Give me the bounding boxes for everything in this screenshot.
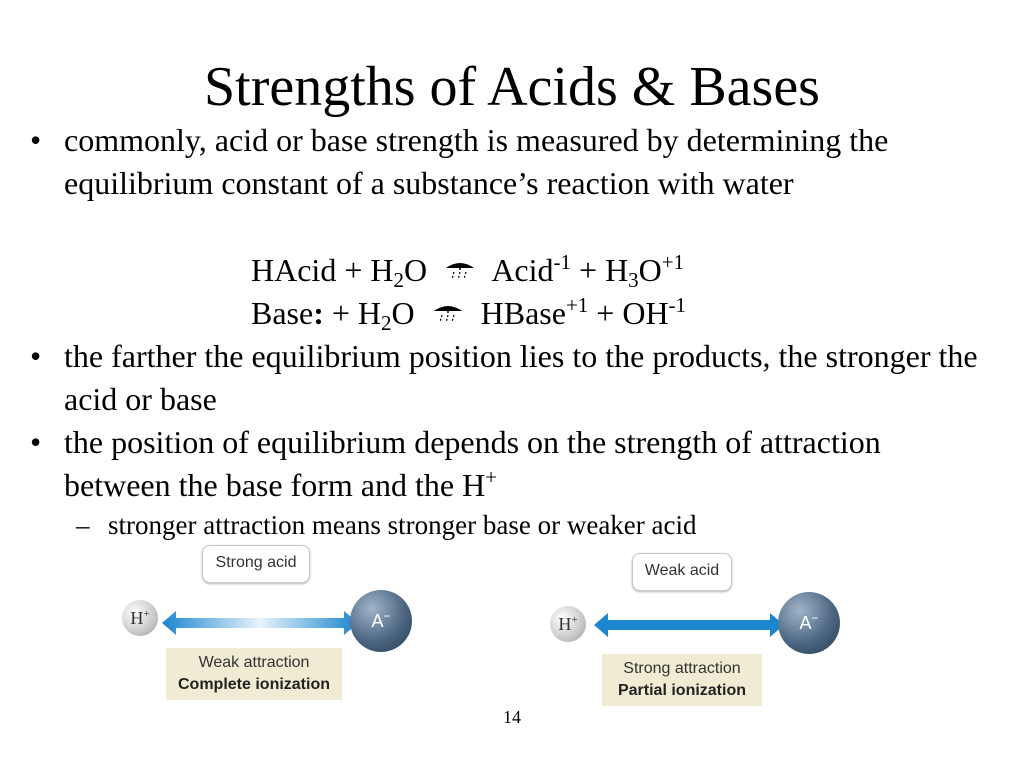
- figure-label: Strong acid: [202, 545, 310, 583]
- eq2-reactant: Base: [251, 295, 314, 331]
- equation-base: [251, 292, 686, 335]
- eq2-product-1: HBase: [480, 295, 566, 331]
- eq1-product-2-subscript: 3: [628, 268, 639, 292]
- subbullet-dash: –: [76, 510, 90, 540]
- eq1-reactant-subscript: 2: [393, 268, 404, 292]
- hydrogen-ion: H+: [122, 600, 158, 636]
- caption-line-2: Partial ionization: [617, 682, 746, 699]
- eq2-product-1-charge: +1: [565, 293, 589, 317]
- caption-line-1: Weak attraction: [198, 654, 310, 671]
- bullet-dot: •: [30, 424, 42, 460]
- caption-line-2: Complete ionization: [178, 676, 330, 693]
- eq1-product-1-charge: -1: [553, 250, 572, 274]
- figure-weak-acid: [550, 545, 850, 710]
- eq1-reactant-tail: O: [403, 252, 428, 288]
- bullet-3-text-main: the position of equilibrium depends on the strength of attraction between the base form and the H: [64, 424, 881, 503]
- eq2-reactant-subscript: 2: [381, 311, 392, 335]
- anion: A−: [350, 590, 412, 652]
- figure-caption: [166, 648, 342, 700]
- eq1-product-2-tail: O: [638, 252, 662, 288]
- eq2-reactant-2: + H: [323, 295, 382, 331]
- figure-caption: [602, 654, 762, 706]
- hydrogen-ion: H+: [550, 606, 586, 642]
- eq2-product-2-charge: -1: [668, 293, 687, 317]
- bullet-2-text: the farther the equilibrium position lies to the products, the stronger the acid or base: [64, 338, 978, 417]
- equilibrium-arrow-icon: [443, 257, 477, 283]
- bullet-dot: •: [30, 122, 42, 158]
- eq1-product-2: + H: [571, 252, 629, 288]
- strong-attraction-arrow: [594, 613, 784, 637]
- weak-attraction-arrow: [162, 611, 358, 635]
- eq1-product-2-charge: +1: [661, 250, 685, 274]
- bullet-dot: •: [30, 338, 42, 374]
- subbullet-text: stronger attraction means stronger base or weaker acid: [108, 510, 697, 540]
- figure-label: Weak acid: [632, 553, 732, 591]
- eq1-product-1: Acid: [491, 252, 554, 288]
- slide-title: Strengths of Acids & Bases: [204, 56, 820, 118]
- eq1-reactant: HAcid + H: [251, 252, 394, 288]
- anion: A−: [778, 592, 840, 654]
- eq2-lone-pair: :: [313, 295, 324, 331]
- eq2-product-2: + OH: [588, 295, 669, 331]
- bullet-1-text: commonly, acid or base strength is measured by determining the equilibrium constant of a substance’s reaction with water: [64, 122, 889, 201]
- equilibrium-arrow-icon: [431, 300, 465, 326]
- eq2-reactant-tail: O: [391, 295, 415, 331]
- figure-strong-acid: [118, 545, 418, 710]
- bullet-3-superscript: +: [485, 465, 498, 489]
- equation-acid: [251, 249, 684, 292]
- caption-line-1: Strong attraction: [623, 660, 741, 677]
- bullet-3-text: [64, 421, 984, 507]
- page-number: 14: [503, 707, 521, 727]
